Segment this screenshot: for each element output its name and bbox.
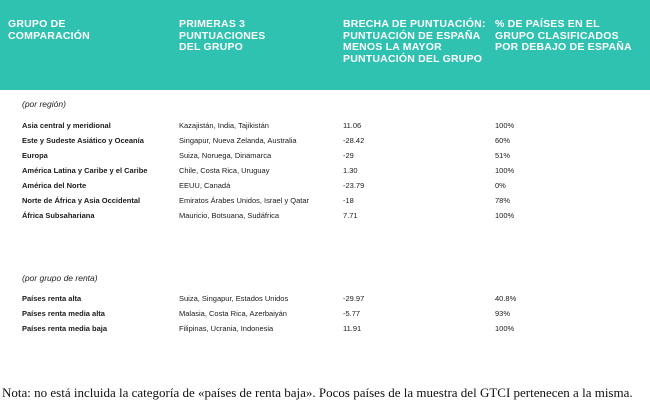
score-gap: -29: [343, 151, 354, 160]
table-row: [0, 321, 650, 336]
top-scores: Suiza, Noruega, Dinamarca: [179, 151, 272, 160]
group-name: Europa: [22, 151, 48, 160]
top-scores: Filipinas, Ucrania, Indonesia: [179, 324, 274, 333]
top-scores: Emiratos Árabes Unidos, Israel y Qatar: [179, 196, 310, 205]
header-score-gap: BRECHA DE PUNTUACIÓN: PUNTUACIÓN DE ESPAÑA MENOS LA MAYOR PUNTUACIÓN DEL GRUPO: [343, 18, 486, 65]
score-gap: 1.30: [343, 166, 358, 175]
group-name: Este y Sudeste Asiático y Oceanía: [22, 136, 144, 145]
group-name: América del Norte: [22, 181, 87, 190]
top-scores: Mauricio, Botsuana, Sudáfrica: [179, 211, 280, 220]
score-gap: -18: [343, 196, 354, 205]
score-gap: 11.06: [343, 121, 362, 130]
section-label-income: (por grupo de renta): [22, 273, 98, 283]
percent-below: 100%: [495, 211, 515, 220]
table-row: [0, 291, 650, 306]
percent-below: 100%: [495, 324, 515, 333]
footnote: Nota: no está incluida la categoría de «países de renta baja». Pocos países de la muestra del GTCI pertenecen a la misma.: [2, 385, 633, 400]
group-name: Países renta media baja: [22, 324, 108, 333]
group-name: África Subsahariana: [22, 211, 95, 220]
top-scores: EEUU, Canadá: [179, 181, 231, 190]
percent-below: 0%: [495, 181, 506, 190]
percent-below: 51%: [495, 151, 511, 160]
header-comparison-group: GRUPO DE COMPARACIÓN: [8, 18, 90, 42]
percent-below: 78%: [495, 196, 511, 205]
group-name: Países renta media alta: [22, 309, 105, 318]
score-gap: 7.71: [343, 211, 358, 220]
top-scores: Singapur, Nueva Zelanda, Australia: [179, 136, 297, 145]
top-scores: Suiza, Singapur, Estados Unidos: [179, 294, 289, 303]
table-row: [0, 118, 650, 133]
table-row: [0, 148, 650, 163]
section-label-region: (por región): [22, 99, 66, 109]
percent-below: 93%: [495, 309, 511, 318]
header-percent-below-spain: % DE PAÍSES EN EL GRUPO CLASIFICADOS POR DEBAJO DE ESPAÑA: [495, 18, 632, 53]
top-scores: Malasia, Costa Rica, Azerbaiyán: [179, 309, 287, 318]
top-scores: Kazajistán, India, Tajikistán: [179, 121, 269, 130]
top-scores: Chile, Costa Rica, Uruguay: [179, 166, 270, 175]
group-name: Norte de África y Asia Occidental: [22, 196, 141, 205]
table-row: [0, 163, 650, 178]
table-row: [0, 178, 650, 193]
score-gap: -23.79: [343, 181, 365, 190]
percent-below: 100%: [495, 166, 515, 175]
score-gap: -29.97: [343, 294, 365, 303]
score-gap: -28.42: [343, 136, 365, 145]
group-name: Países renta alta: [22, 294, 82, 303]
percent-below: 40.8%: [495, 294, 517, 303]
table-row: [0, 208, 650, 223]
table-row: [0, 133, 650, 148]
percent-below: 100%: [495, 121, 515, 130]
group-name: América Latina y Caribe y el Caribe: [22, 166, 148, 175]
table-row: [0, 193, 650, 208]
table-header: [0, 0, 650, 90]
header-top-three-scores: PRIMERAS 3 PUNTUACIONES DEL GRUPO: [179, 18, 266, 53]
score-gap: -5.77: [343, 309, 361, 318]
percent-below: 60%: [495, 136, 511, 145]
table-row: [0, 306, 650, 321]
group-name: Asia central y meridional: [22, 121, 111, 130]
score-gap: 11.91: [343, 324, 362, 333]
